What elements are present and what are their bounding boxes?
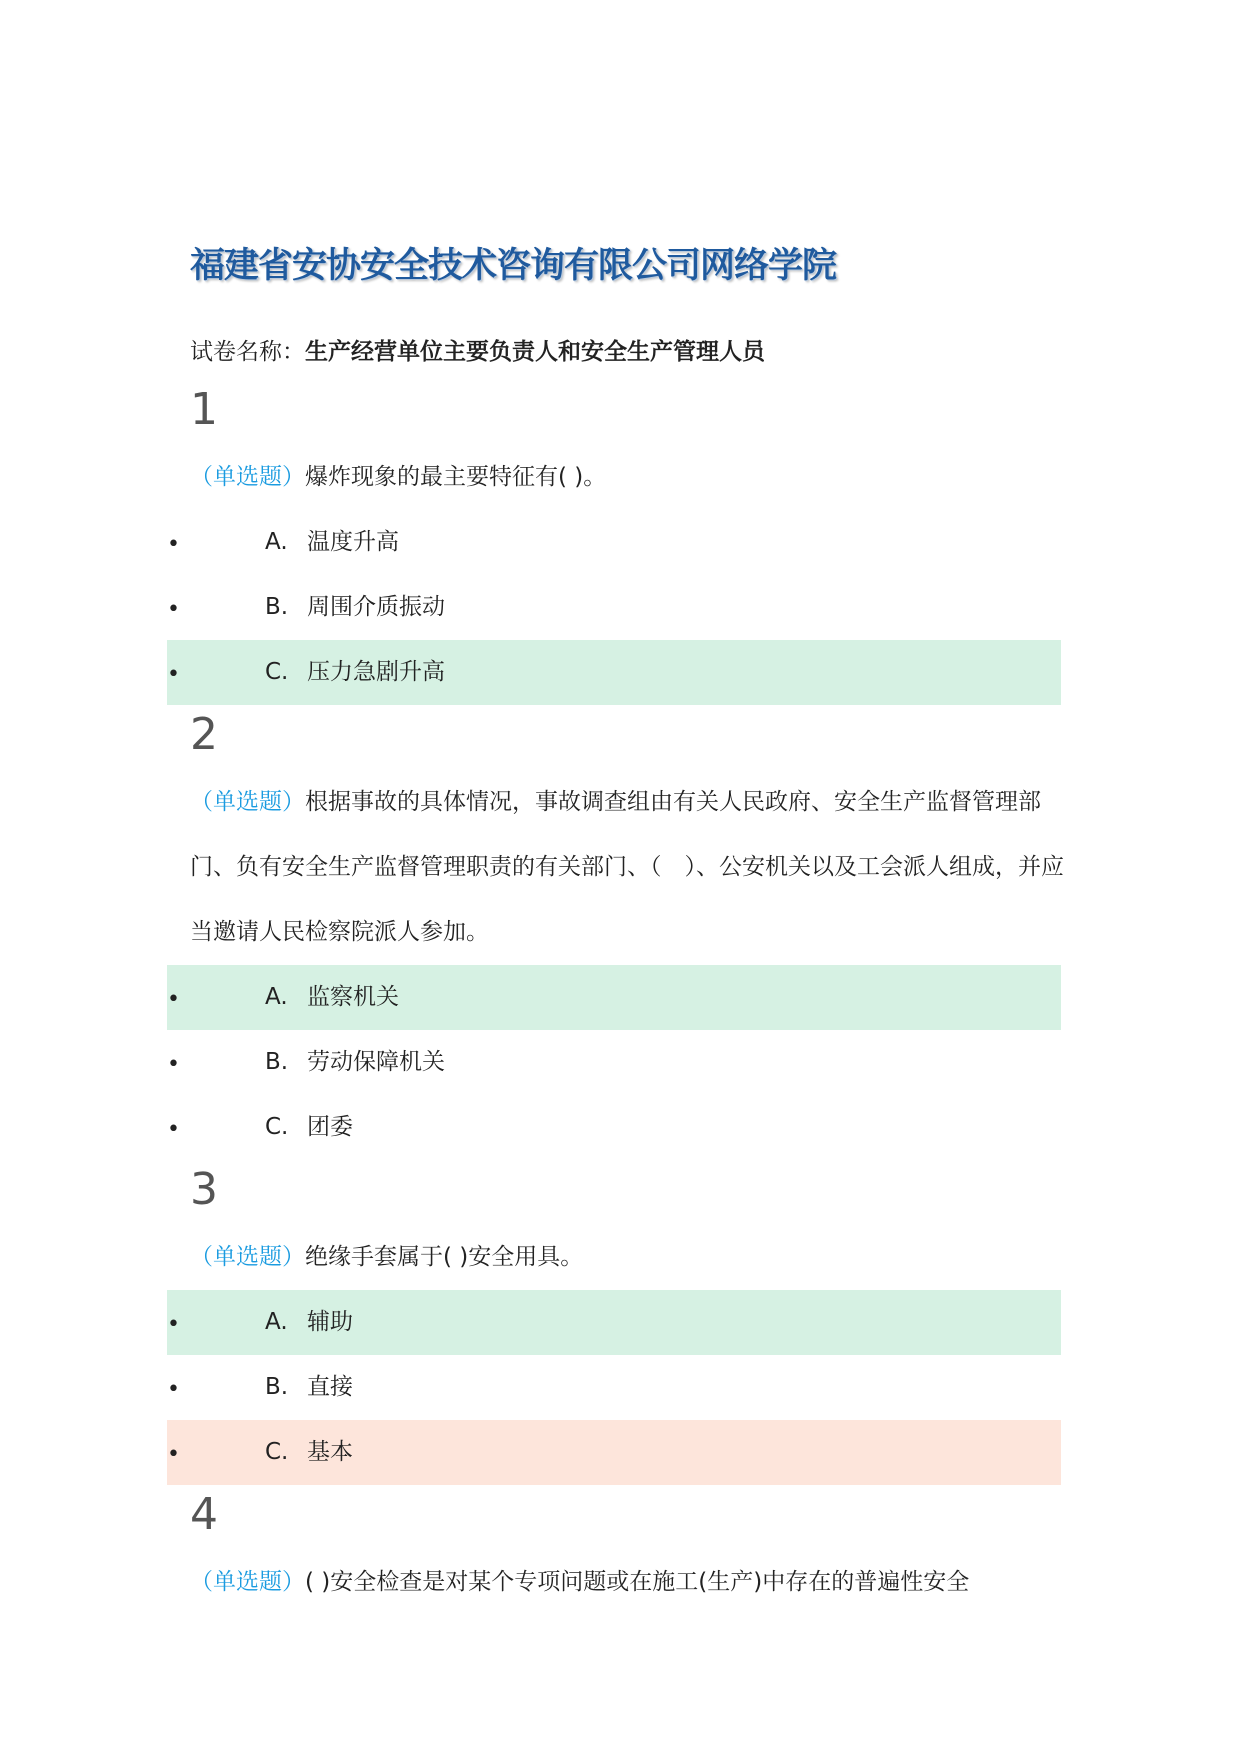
paper-name-label: 试卷名称： <box>190 339 305 365</box>
option-letter: C. <box>265 1114 289 1140</box>
option-text: 劳动保障机关 <box>307 1049 445 1075</box>
bullet-icon: • <box>167 987 180 1012</box>
question-number: 4 <box>190 1489 218 1540</box>
question-type-label: （单选题） <box>190 1569 305 1595</box>
option-text: 辅助 <box>307 1309 353 1335</box>
answer-option[interactable] <box>167 1095 1061 1160</box>
option-letter: C. <box>265 659 289 685</box>
option-letter: B. <box>265 1049 289 1075</box>
bullet-icon: • <box>167 1442 180 1467</box>
question-text <box>190 445 1070 510</box>
question-type-label: （单选题） <box>190 464 305 490</box>
answer-option[interactable] <box>167 1355 1061 1420</box>
answer-option[interactable] <box>167 965 1061 1030</box>
question-type-label: （单选题） <box>190 1244 305 1270</box>
answer-option[interactable] <box>167 640 1061 705</box>
question-stem: 绝缘手套属于( )安全用具。 <box>305 1244 584 1270</box>
question-text <box>190 1550 1070 1615</box>
question-text <box>190 1225 1070 1290</box>
answer-option[interactable] <box>167 510 1061 575</box>
paper-name-value: 生产经营单位主要负责人和安全生产管理人员 <box>305 339 765 365</box>
bullet-icon: • <box>167 532 180 557</box>
option-text: 监察机关 <box>307 984 399 1010</box>
option-text: 直接 <box>307 1374 353 1400</box>
question-text <box>190 770 1070 965</box>
bullet-icon: • <box>167 597 180 622</box>
answer-option[interactable] <box>167 1290 1061 1355</box>
paper-name-line <box>190 335 765 369</box>
question-number: 1 <box>190 384 218 435</box>
option-letter: A. <box>265 984 288 1010</box>
answer-option[interactable] <box>167 1420 1061 1485</box>
option-text: 周围介质振动 <box>307 594 445 620</box>
question-number: 2 <box>190 709 218 760</box>
institute-logo-title: 福建省安协安全技术咨询有限公司网络学院 <box>190 246 837 286</box>
option-letter: A. <box>265 529 288 555</box>
question-number: 3 <box>190 1164 218 1215</box>
question-type-label: （单选题） <box>190 789 305 815</box>
option-letter: A. <box>265 1309 288 1335</box>
bullet-icon: • <box>167 1052 180 1077</box>
question-stem: 爆炸现象的最主要特征有( )。 <box>305 464 607 490</box>
option-letter: B. <box>265 594 289 620</box>
answer-option[interactable] <box>167 575 1061 640</box>
option-letter: B. <box>265 1374 289 1400</box>
bullet-icon: • <box>167 1312 180 1337</box>
option-text: 温度升高 <box>307 529 399 555</box>
option-text: 压力急剧升高 <box>307 659 445 685</box>
question-stem: ( )安全检查是对某个专项问题或在施工(生产)中存在的普遍性安全 <box>305 1569 970 1595</box>
bullet-icon: • <box>167 662 180 687</box>
question-stem: 根据事故的具体情况，事故调查组由有关人民政府、安全生产监督管理部门、负有安全生产监督管理职责的有关部门、（ ）、公安机关以及工会派人组成，并应当邀请人民检察院派人参加。 <box>190 789 1064 945</box>
bullet-icon: • <box>167 1377 180 1402</box>
option-text: 团委 <box>307 1114 353 1140</box>
bullet-icon: • <box>167 1117 180 1142</box>
answer-option[interactable] <box>167 1030 1061 1095</box>
option-letter: C. <box>265 1439 289 1465</box>
option-text: 基本 <box>307 1439 353 1465</box>
